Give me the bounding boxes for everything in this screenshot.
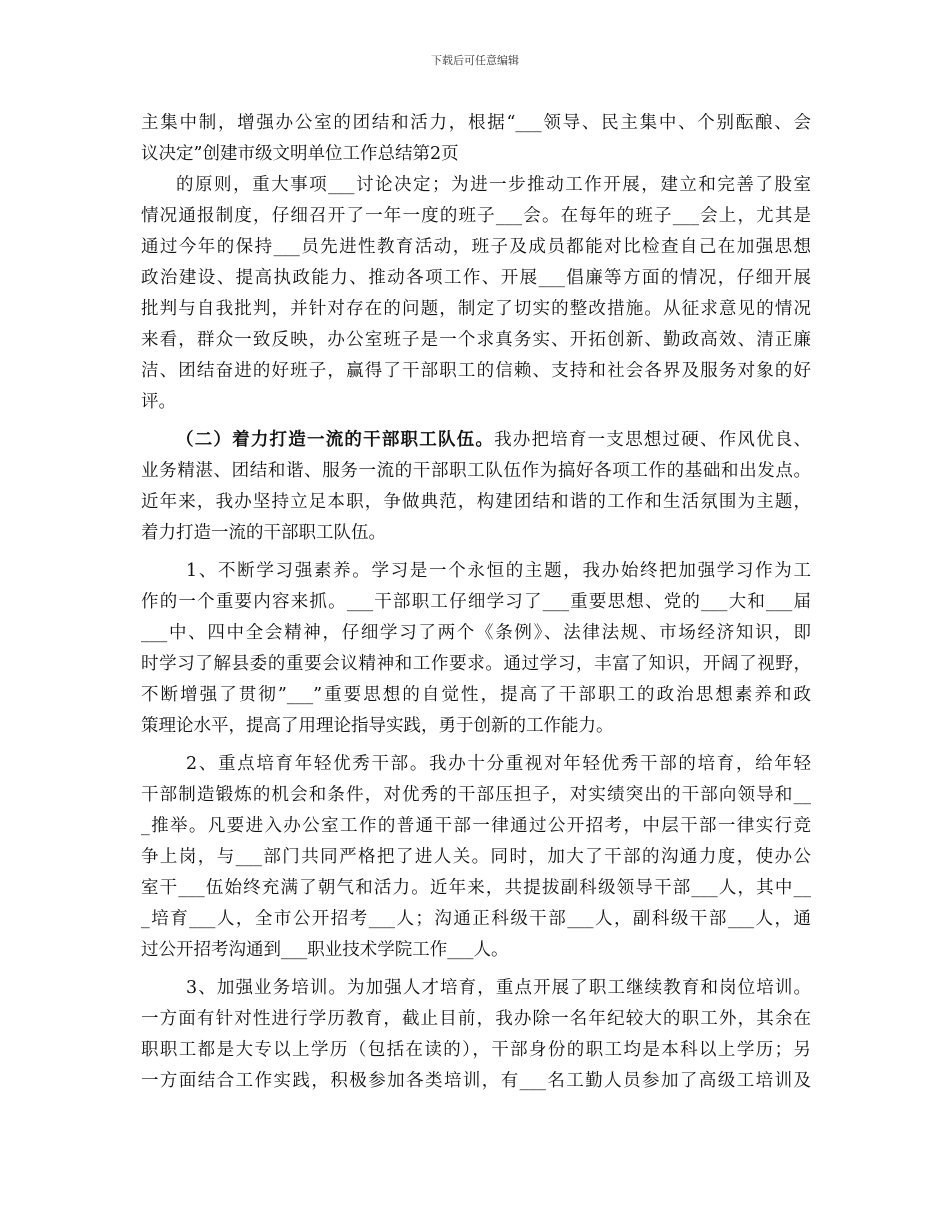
- body-line: 洁、团结奋进的好班子，赢得了干部职工的信赖、支持和社会各界及服务对象的好: [141, 361, 811, 381]
- body-line: 来看，群众一致反映，办公室班子是一个求真务实、开拓创新、勤政高效、清正廉: [141, 330, 811, 350]
- body-line: 3、加强业务培训。为加强人才培育，重点开展了职工继续教育和岗位培训。: [186, 978, 811, 998]
- body-line: 时学习了解县委的重要会议精神和工作要求。通过学习，丰富了知识，开阔了视野，: [141, 654, 811, 674]
- body-line: 政治建设、提高执政能力、推动各项工作、开展___倡廉等方面的情况，仔细开展: [141, 268, 811, 288]
- body-line: 评。: [141, 392, 176, 412]
- body-line: 一方面有针对性进行学历教育，截止目前，我办除一名年纪较大的职工外，其余在: [141, 1009, 811, 1029]
- page-header-note: 下载后可任意编辑: [431, 54, 519, 67]
- body-line: 干部制造锻炼的机会和条件，对优秀的干部压担子，对实绩突出的干部向领导和__: [141, 785, 811, 805]
- body-line: 过公开招考沟通到___职业技术学院工作___人。: [141, 940, 509, 960]
- body-line: _培育___人，全市公开招考___人；沟通正科级干部___人，副科级干部___人，通: [141, 909, 811, 929]
- document-body: [141, 108, 811, 1097]
- section-heading: （二）着力打造一流的干部职工队伍。: [176, 430, 495, 450]
- section-heading-line: [141, 425, 811, 456]
- body-line: 不断增强了贯彻”___”重要思想的自觉性，提高了干部职工的政治思想素养和政: [141, 685, 811, 705]
- body-line: 通过今年的保持___员先进性教育活动，班子及成员都能对比检查自己在加强思想: [141, 237, 811, 257]
- body-line: 近年来，我办坚持立足本职，争做典范，构建团结和谐的工作和生活氛围为主题，: [141, 492, 811, 512]
- body-text: 我办把培育一支思想过硬、作风优良、: [494, 430, 812, 450]
- body-line: 主集中制，增强办公室的团结和活力，根据“___领导、民主集中、个别酝酿、会: [141, 113, 811, 133]
- body-line: 作的一个重要内容来抓。___干部职工仔细学习了___重要思想、党的___大和___届: [141, 592, 811, 612]
- body-line: 议决定”创建市级文明单位工作总结第2页: [141, 144, 459, 164]
- body-line: 1、不断学习强素养。学习是一个永恒的主题，我办始终把加强学习作为工: [186, 561, 811, 581]
- body-line: 的原则，重大事项___讨论决定；为进一步推动工作开展，建立和完善了股室: [176, 175, 811, 195]
- body-line: 批判与自我批判，并针对存在的问题，制定了切实的整改措施。从征求意见的情况: [141, 299, 811, 319]
- body-line: 着力打造一流的干部职工队伍。: [141, 523, 386, 543]
- body-line: 一方面结合工作实践，积极参加各类培训，有___名工勤人员参加了高级工培训及: [141, 1071, 811, 1091]
- body-line: 室干___伍始终充满了朝气和活力。近年来，共提拔副科级领导干部___人，其中__: [141, 878, 811, 898]
- body-line: 职职工都是大专以上学历（包括在读的），干部身份的职工均是本科以上学历；另: [141, 1040, 811, 1060]
- body-line: _推举。凡要进入办公室工作的普通干部一律通过公开招考，中层干部一律实行竞: [141, 816, 811, 836]
- body-line: 争上岗，与___部门共同严格把了进人关。同时，加大了干部的沟通力度，使办公: [141, 847, 811, 867]
- body-line: ___中、四中全会精神，仔细学习了两个《条例》、法律法规、市场经济知识，即: [141, 623, 811, 643]
- body-line: 情况通报制度，仔细召开了一年一度的班子___会。在每年的班子___会上，尤其是: [141, 206, 811, 226]
- body-line: 业务精湛、团结和谐、服务一流的干部职工队伍作为搞好各项工作的基础和出发点。: [141, 461, 811, 481]
- body-line: 2、重点培育年轻优秀干部。我办十分重视对年轻优秀干部的培育，给年轻: [186, 754, 811, 774]
- body-line: 策理论水平，提高了用理论指导实践，勇于创新的工作能力。: [141, 716, 614, 736]
